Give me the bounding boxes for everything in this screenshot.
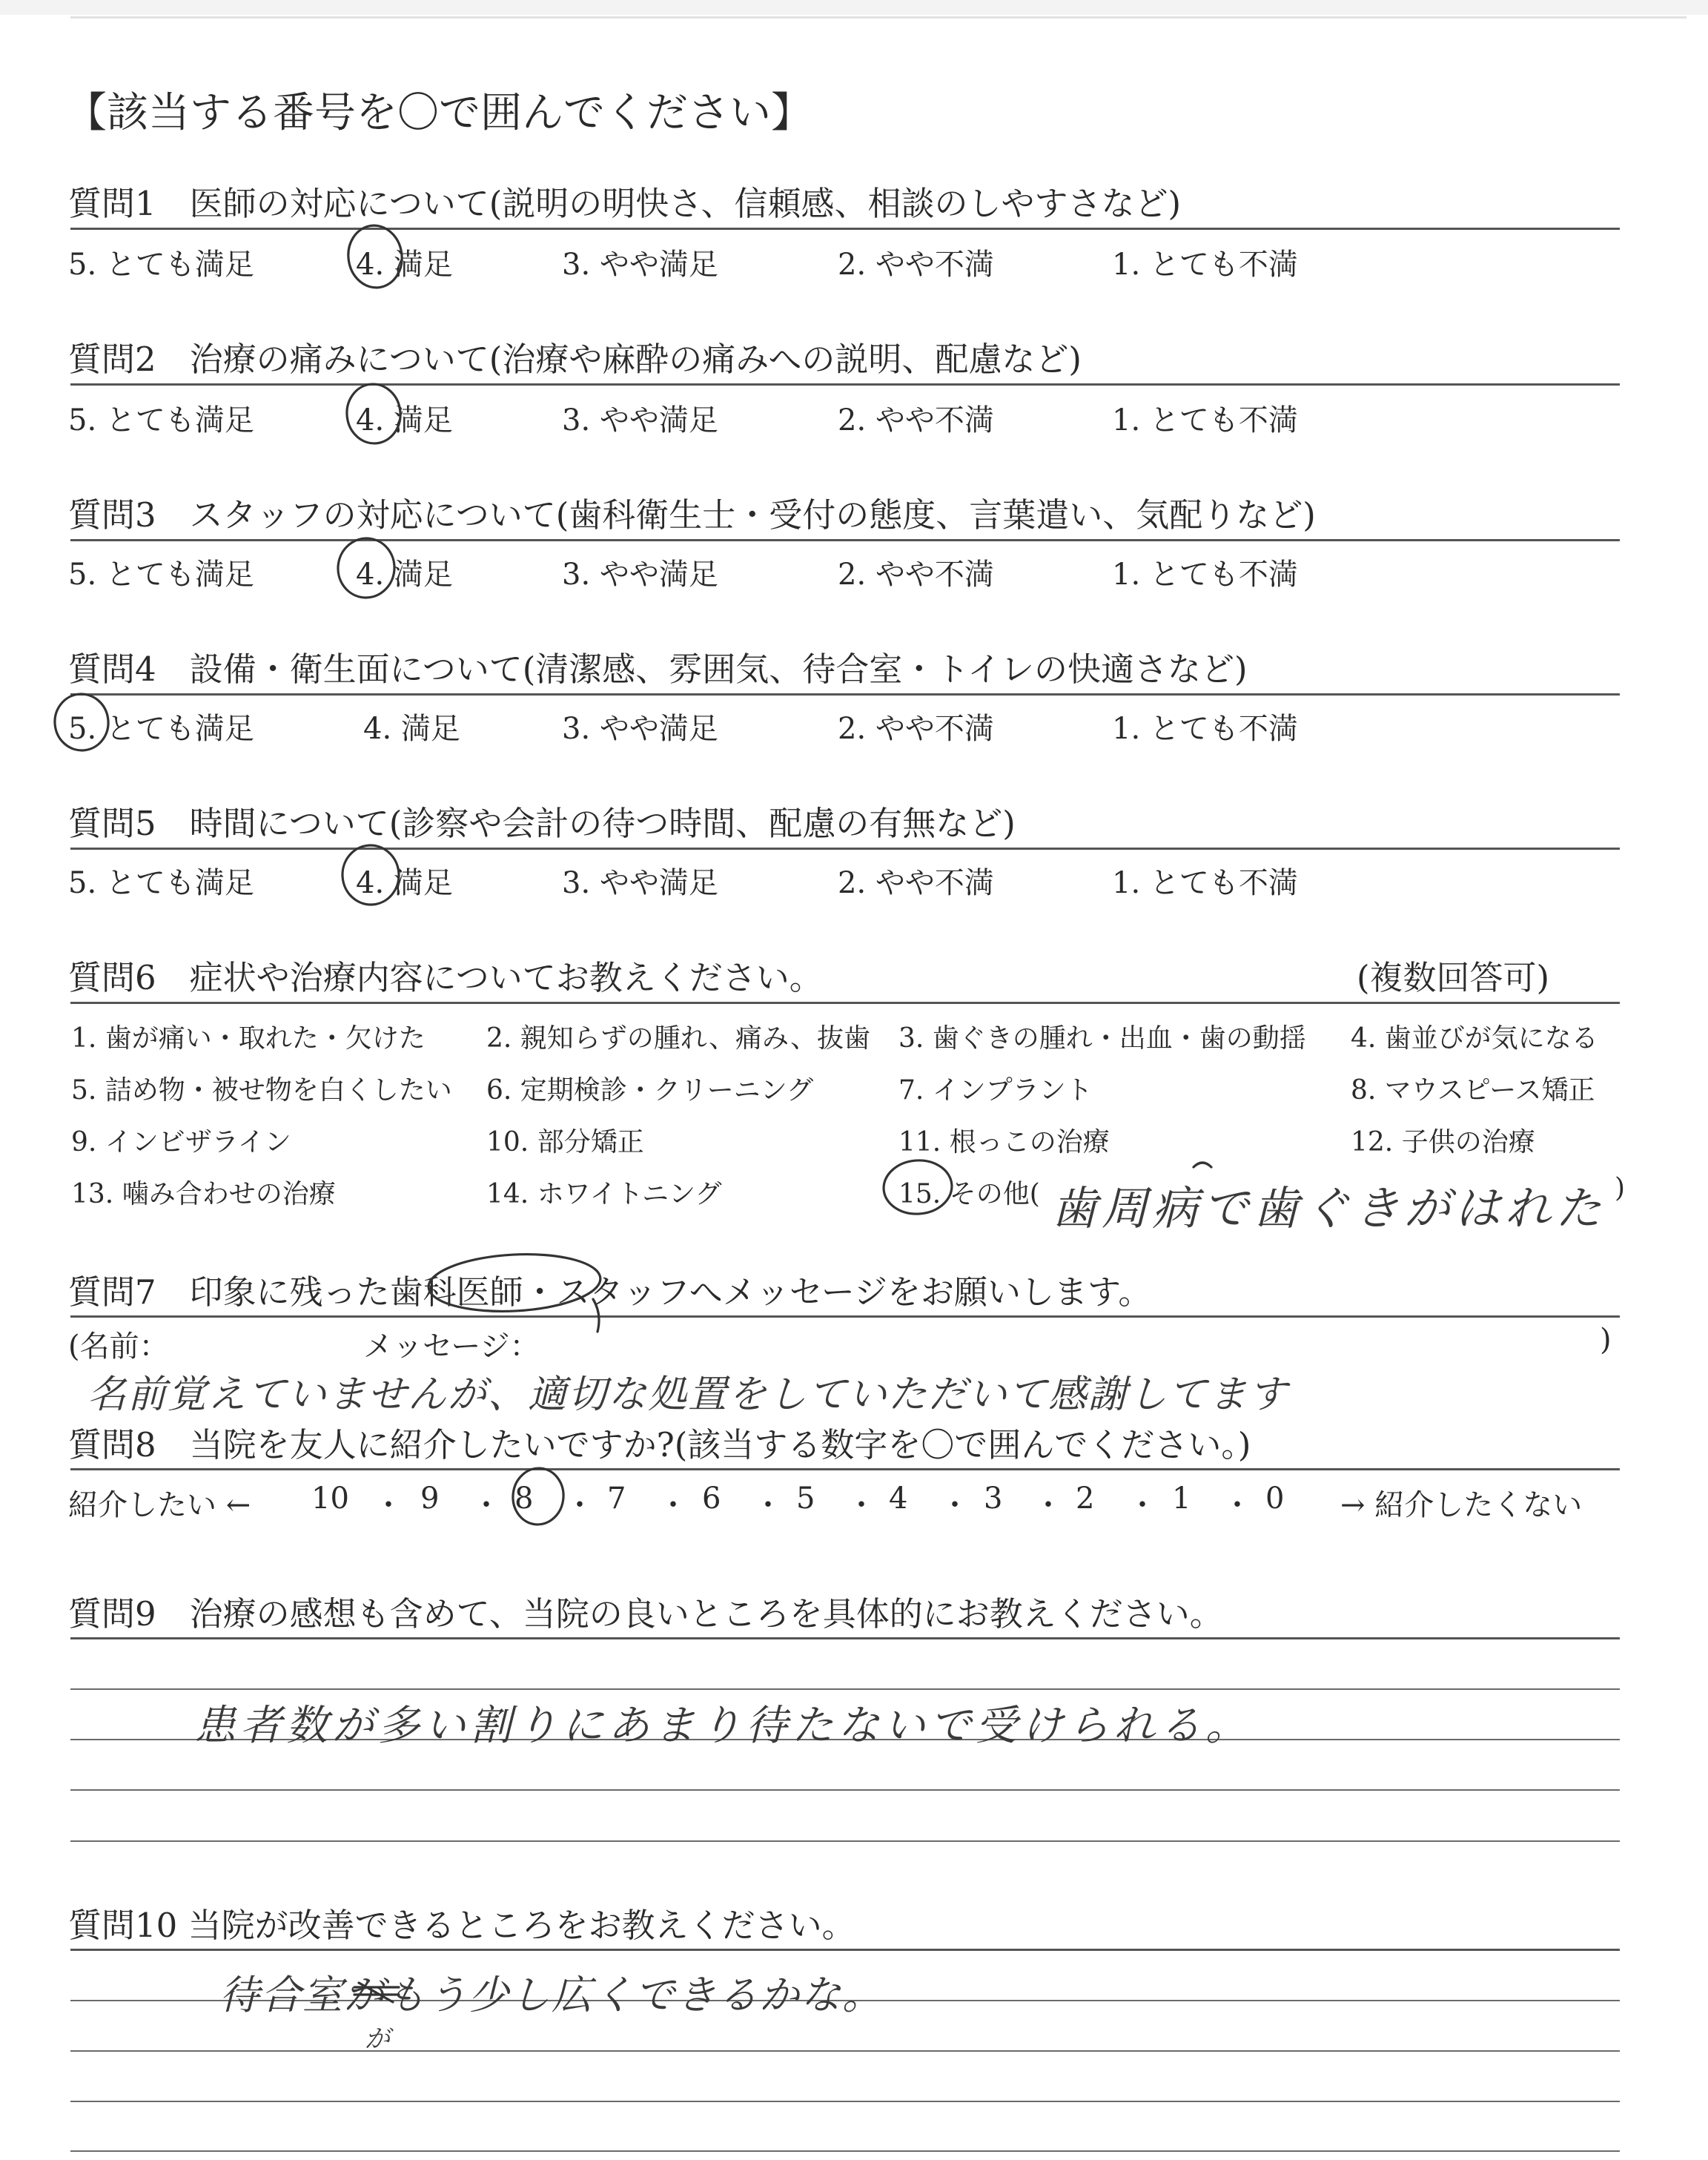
q8-scale-separator: ・ [658,1488,688,1522]
q7-name-label: (名前： [68,1330,169,1364]
q6-option-3[interactable]: 3. 歯ぐきの腫れ・出血・歯の動揺 [898,1023,1306,1054]
q4-option-2[interactable]: 2. やや不満 [838,712,994,746]
q8-scale-number[interactable]: 7 [607,1482,626,1516]
q4-selection-circle [52,691,111,753]
q5-option-1[interactable]: 1. とても不満 [1112,866,1298,900]
q1-selection-circle [345,222,406,291]
q7-message-label: メッセージ： [363,1330,540,1364]
q8-scale-separator: ・ [374,1488,403,1522]
q10-title: 質問10 当院が改善できるところをお教えください。 [68,1906,855,1945]
q6-option-2[interactable]: 2. 親知らずの腫れ、痛み、抜歯 [486,1023,871,1054]
q10-strike-mark [354,1983,399,2002]
q6-title: 質問6 症状や治療内容についてお教えください。 [68,958,823,997]
q3-title: 質問3 スタッフの対応について(歯科衛生士・受付の態度、言葉遣い、気配りなど) [68,495,1316,535]
q6-option-10[interactable]: 10. 部分矯正 [486,1127,644,1157]
q8-scale-separator: ・ [1128,1488,1157,1522]
q6-option-8[interactable]: 8. マウスピース矯正 [1351,1075,1595,1106]
q8-scale-number[interactable]: 2 [1076,1482,1095,1516]
q8-scale-number[interactable]: 0 [1265,1482,1285,1516]
q5-option-5[interactable]: 5. とても満足 [68,866,254,900]
q7-title: 質問7 印象に残った歯科医師・スタッフへメッセージをお願いします。 [68,1272,1152,1312]
q6-other-tick [1194,1163,1211,1167]
q3-option-3[interactable]: 3. やや満足 [562,558,718,592]
q1-option-4[interactable]: 4. 満足 [356,248,453,282]
q3-option-2[interactable]: 2. やや不満 [838,558,994,592]
q5-selection-circle [340,843,400,906]
q8-scale-number[interactable]: 5 [796,1482,815,1516]
q8-scale-separator: ・ [753,1488,783,1522]
q5-option-3[interactable]: 3. やや満足 [562,866,718,900]
q8-left-label: 紹介したい ← [68,1488,251,1522]
q4-option-1[interactable]: 1. とても不満 [1112,712,1298,746]
q8-scale-separator: ・ [940,1488,970,1522]
q8-scale-separator: ・ [847,1488,876,1522]
q5-option-2[interactable]: 2. やや不満 [838,866,994,900]
q7-circle-tail [593,1299,599,1332]
q8-scale-separator: ・ [471,1488,501,1522]
q8-title: 質問8 当院を友人に紹介したいですか?(該当する数字を〇で囲んでください。) [68,1425,1251,1464]
q8-scale-number[interactable]: 1 [1172,1482,1191,1516]
q10-handwritten-answer: 待合室がもう少し広くできるかな。 [219,1972,884,2018]
q7-close-paren: ) [1600,1323,1612,1357]
q1-option-3[interactable]: 3. やや満足 [562,248,718,282]
q8-scale-separator: ・ [1222,1488,1252,1522]
q8-scale-separator: ・ [1033,1488,1063,1522]
q6-option-14[interactable]: 14. ホワイトニング [486,1179,722,1209]
q3-selection-circle [335,535,397,601]
q8-scale-number[interactable]: 8 [514,1482,534,1516]
q8-scale-number[interactable]: 6 [702,1482,721,1516]
q6-option-4[interactable]: 4. 歯並びが気になる [1351,1023,1598,1054]
q6-option-6[interactable]: 6. 定期検診・クリーニング [486,1075,814,1106]
q8-right-label: → 紹介したくない [1340,1488,1583,1522]
q6-option-9[interactable]: 9. インビザライン [71,1127,291,1157]
q6-other-close: ) [1615,1173,1626,1203]
q8-scale-number[interactable]: 10 [311,1482,349,1516]
q8-scale-number[interactable]: 4 [889,1482,908,1516]
q8-scale-separator: ・ [565,1488,595,1522]
q4-option-3[interactable]: 3. やや満足 [562,712,718,746]
q2-option-4[interactable]: 4. 満足 [356,403,453,437]
q8-scale-number[interactable]: 3 [984,1482,1003,1516]
q6-option-15-circle [882,1158,954,1216]
q2-option-3[interactable]: 3. やや満足 [562,403,718,437]
q4-title: 質問4 設備・衛生面について(清潔感、雰囲気、待合室・トイレの快適さなど) [68,650,1248,689]
q8-selection-circle [510,1466,566,1527]
q6-option-5[interactable]: 5. 詰め物・被せ物を白くしたい [71,1075,452,1106]
q6-option-7[interactable]: 7. インプラント [898,1075,1093,1106]
q4-option-4[interactable]: 4. 満足 [363,712,460,746]
q8-scale-number[interactable]: 9 [420,1482,440,1516]
q2-option-5[interactable]: 5. とても満足 [68,403,254,437]
q6-option-15[interactable]: 15. その他( [898,1179,1040,1209]
q9-handwritten-answer: 患者数が多い割りにあまり待たないで受けられる。 [194,1702,1251,1750]
q4-option-5[interactable]: 5. とても満足 [68,712,254,746]
q10-handwritten-correction: が [365,2024,394,2054]
q3-option-4[interactable]: 4. 満足 [356,558,453,592]
q1-title: 質問1 医師の対応について(説明の明快さ、信頼感、相談のしやすさなど) [68,184,1182,223]
q6-option-11[interactable]: 11. 根っこの治療 [898,1127,1110,1157]
q5-option-4[interactable]: 4. 満足 [356,866,453,900]
q6-other-answer: 歯周病で歯ぐきがはれた [1051,1181,1606,1235]
q6-option-1[interactable]: 1. 歯が痛い・取れた・欠けた [71,1023,426,1054]
q5-title: 質問5 時間について(診察や会計の待つ時間、配慮の有無など) [68,804,1016,843]
q2-title: 質問2 治療の痛みについて(治療や麻酔の痛みへの説明、配慮など) [68,340,1082,379]
q3-option-1[interactable]: 1. とても不満 [1112,558,1298,592]
form-title: 【該当する番号を〇で囲んでください】 [65,89,812,137]
q6-option-13[interactable]: 13. 噛み合わせの治療 [71,1179,336,1209]
q2-option-1[interactable]: 1. とても不満 [1112,403,1298,437]
q1-option-5[interactable]: 5. とても満足 [68,248,254,282]
q6-note: (複数回答可) [1357,958,1550,997]
q1-option-1[interactable]: 1. とても不満 [1112,248,1298,282]
q2-option-2[interactable]: 2. やや不満 [838,403,994,437]
q1-option-2[interactable]: 2. やや不満 [838,248,994,282]
q7-circled-word [427,1250,602,1315]
q3-option-5[interactable]: 5. とても満足 [68,558,254,592]
q7-handwritten-message: 名前覚えていませんが、適切な処置をしていただいて感謝してます [87,1373,1289,1417]
q2-selection-circle [344,381,403,446]
q6-option-12[interactable]: 12. 子供の治療 [1351,1127,1535,1157]
q9-title: 質問9 治療の感想も含めて、当院の良いところを具体的にお教えください。 [68,1594,1223,1634]
